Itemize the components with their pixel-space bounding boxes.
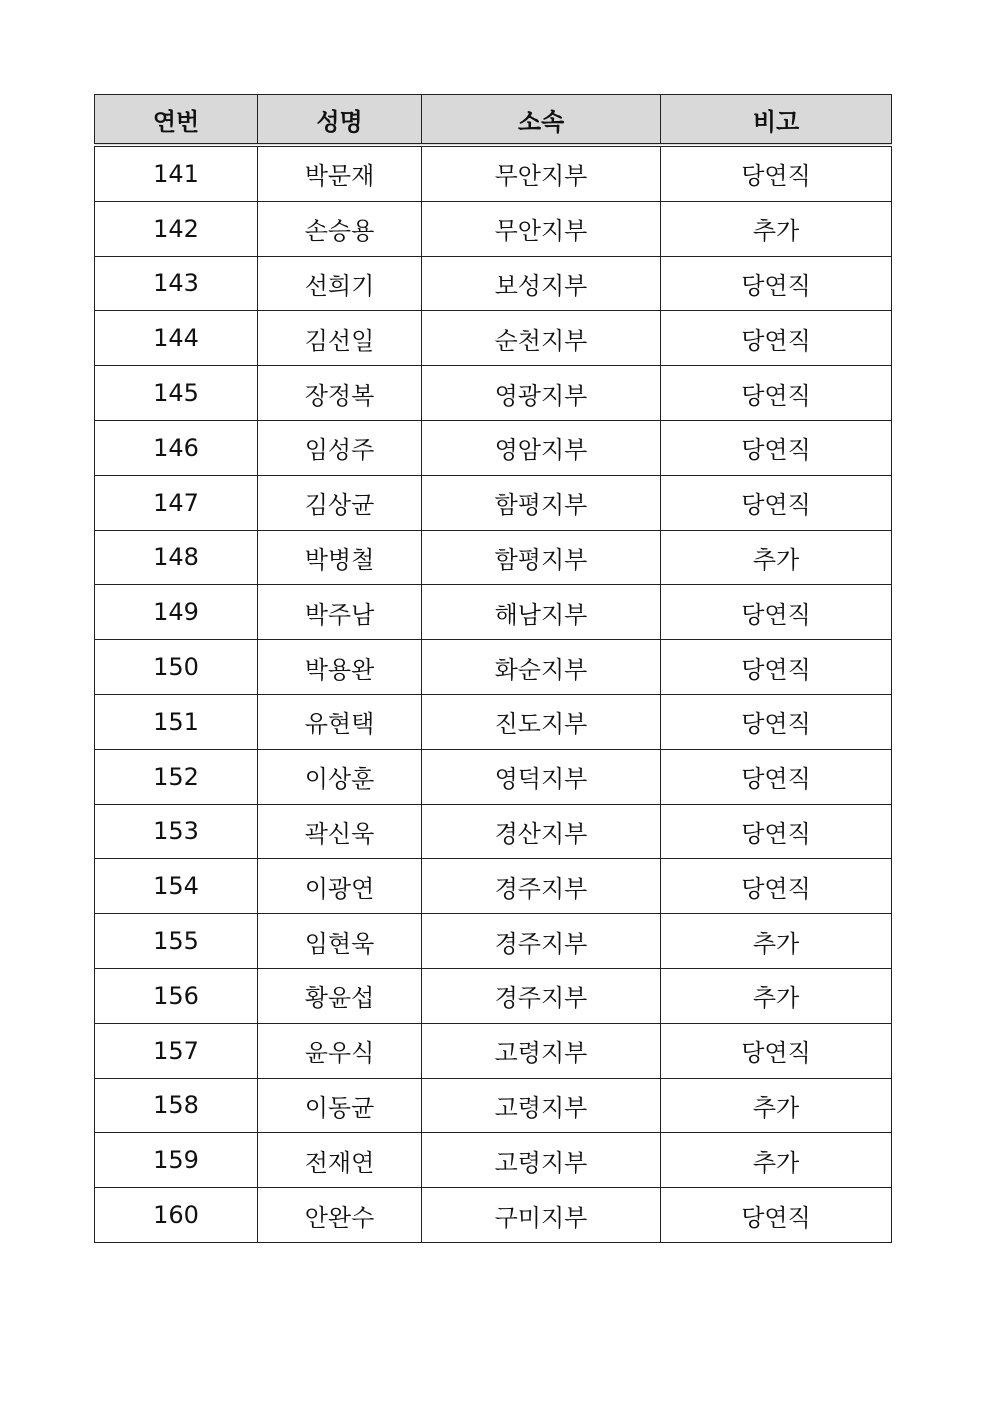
cell-remarks: 당연직 [661,145,892,201]
cell-remarks: 추가 [661,1078,892,1133]
cell-number: 144 [95,311,258,366]
table-row [95,475,892,530]
cell-number: 155 [95,914,258,969]
cell-affiliation: 무안지부 [422,201,661,256]
cell-number: 156 [95,968,258,1023]
cell-number: 146 [95,420,258,475]
cell-number: 160 [95,1188,258,1243]
cell-affiliation: 경주지부 [422,914,661,969]
cell-affiliation: 화순지부 [422,640,661,695]
member-table [94,94,892,1243]
cell-affiliation: 영덕지부 [422,749,661,804]
cell-name: 박주남 [258,585,422,640]
cell-number: 143 [95,256,258,311]
header-row [95,95,892,146]
cell-number: 149 [95,585,258,640]
cell-name: 임성주 [258,420,422,475]
cell-number: 141 [95,145,258,201]
table-row [95,420,892,475]
table-header [95,95,892,146]
cell-name: 안완수 [258,1188,422,1243]
table-row [95,749,892,804]
table-row [95,366,892,421]
cell-affiliation: 순천지부 [422,311,661,366]
cell-name: 황윤섭 [258,968,422,1023]
cell-remarks: 당연직 [661,859,892,914]
table-row [95,1023,892,1078]
cell-name: 박용완 [258,640,422,695]
cell-name: 장정복 [258,366,422,421]
table-row [95,640,892,695]
cell-remarks: 당연직 [661,585,892,640]
cell-name: 박병철 [258,530,422,585]
header-number: 연번 [95,95,258,146]
table-body [95,145,892,1242]
cell-number: 153 [95,804,258,859]
cell-name: 선희기 [258,256,422,311]
header-affiliation: 소속 [422,95,661,146]
cell-name: 윤우식 [258,1023,422,1078]
table-row [95,1188,892,1243]
cell-name: 이상훈 [258,749,422,804]
cell-remarks: 당연직 [661,640,892,695]
table-row [95,256,892,311]
cell-remarks: 추가 [661,968,892,1023]
cell-name: 곽신욱 [258,804,422,859]
table-row [95,804,892,859]
cell-affiliation: 진도지부 [422,694,661,749]
cell-remarks: 당연직 [661,475,892,530]
cell-affiliation: 영광지부 [422,366,661,421]
cell-remarks: 당연직 [661,311,892,366]
cell-name: 이동균 [258,1078,422,1133]
cell-affiliation: 고령지부 [422,1133,661,1188]
table-row [95,968,892,1023]
table-row [95,1078,892,1133]
cell-remarks: 당연직 [661,694,892,749]
cell-name: 이광연 [258,859,422,914]
table-row [95,145,892,201]
cell-number: 147 [95,475,258,530]
cell-name: 김선일 [258,311,422,366]
cell-number: 152 [95,749,258,804]
cell-affiliation: 구미지부 [422,1188,661,1243]
table-row [95,914,892,969]
table-row [95,694,892,749]
cell-number: 145 [95,366,258,421]
table-row [95,585,892,640]
cell-affiliation: 무안지부 [422,145,661,201]
cell-affiliation: 고령지부 [422,1023,661,1078]
cell-affiliation: 보성지부 [422,256,661,311]
header-remarks: 비고 [661,95,892,146]
cell-number: 142 [95,201,258,256]
cell-affiliation: 경주지부 [422,968,661,1023]
cell-affiliation: 경주지부 [422,859,661,914]
header-name: 성명 [258,95,422,146]
cell-name: 전재연 [258,1133,422,1188]
cell-remarks: 당연직 [661,1188,892,1243]
cell-remarks: 당연직 [661,366,892,421]
table-row [95,530,892,585]
cell-remarks: 당연직 [661,256,892,311]
cell-affiliation: 해남지부 [422,585,661,640]
cell-remarks: 추가 [661,530,892,585]
cell-remarks: 당연직 [661,1023,892,1078]
table-row [95,1133,892,1188]
table-row [95,201,892,256]
cell-number: 150 [95,640,258,695]
cell-name: 임현욱 [258,914,422,969]
cell-number: 151 [95,694,258,749]
cell-affiliation: 경산지부 [422,804,661,859]
cell-remarks: 추가 [661,1133,892,1188]
cell-number: 148 [95,530,258,585]
cell-number: 157 [95,1023,258,1078]
cell-remarks: 추가 [661,914,892,969]
cell-remarks: 당연직 [661,420,892,475]
cell-affiliation: 함평지부 [422,475,661,530]
table-row [95,859,892,914]
cell-number: 159 [95,1133,258,1188]
cell-number: 154 [95,859,258,914]
cell-remarks: 당연직 [661,804,892,859]
cell-affiliation: 함평지부 [422,530,661,585]
cell-remarks: 당연직 [661,749,892,804]
cell-remarks: 추가 [661,201,892,256]
cell-affiliation: 영암지부 [422,420,661,475]
cell-number: 158 [95,1078,258,1133]
table-row [95,311,892,366]
cell-name: 김상균 [258,475,422,530]
cell-name: 손승용 [258,201,422,256]
cell-affiliation: 고령지부 [422,1078,661,1133]
cell-name: 박문재 [258,145,422,201]
cell-name: 유현택 [258,694,422,749]
